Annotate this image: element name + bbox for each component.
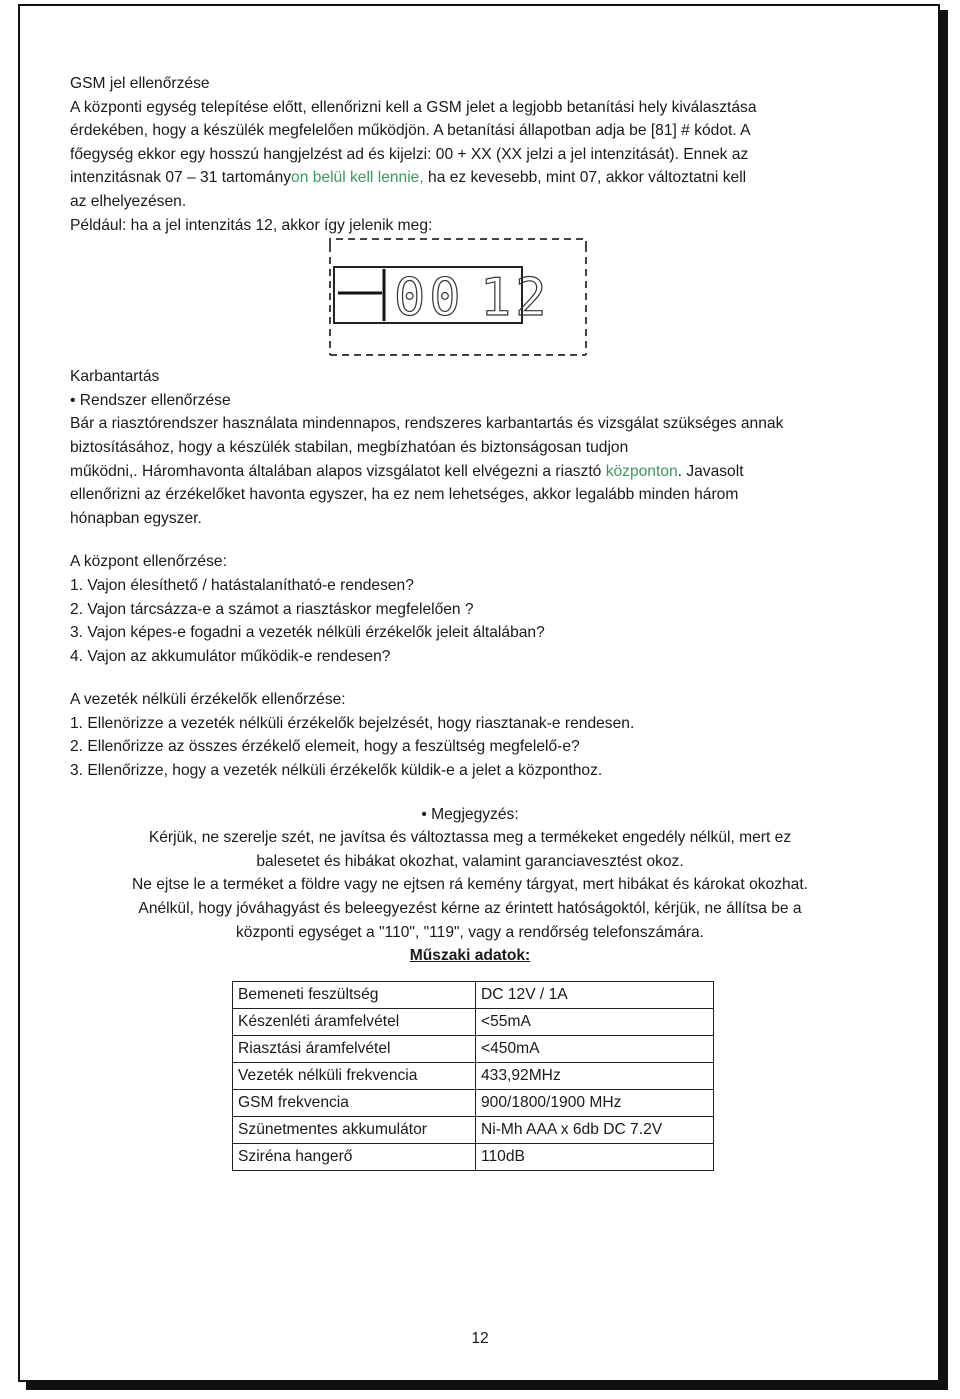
note-heading: • Megjegyzés:: [421, 805, 519, 823]
maintenance-text-highlight: központon: [605, 462, 678, 480]
table-row: [233, 1090, 714, 1117]
gsm-heading: GSM jel ellenőrzése: [70, 75, 210, 92]
gsm-text-line: főegység ekkor egy hosszú hangjelzést ad és kijelzi: 00 + XX (XX jelzi a jel intenzitását). Ennek az: [70, 145, 749, 163]
digits-right: 12: [480, 268, 551, 329]
spec-value: Ni-Mh AAA x 6db DC 7.2V: [476, 1117, 714, 1144]
table-row: [233, 1117, 714, 1144]
maintenance-text-line: hónapban egyszer.: [70, 509, 202, 527]
spec-value: 110dB: [476, 1144, 714, 1171]
note-line: Kérjük, ne szerelje szét, ne javítsa és változtassa meg a termékeket engedély nélkül, mert ez: [148, 829, 792, 847]
spec-label: GSM frekvencia: [233, 1090, 476, 1117]
spec-value: <450mA: [476, 1036, 714, 1063]
spec-label: Riasztási áramfelvétel: [233, 1036, 476, 1063]
central-check-item: 3. Vajon képes-e fogadni a vezeték nélküli érzékelők jeleit általában?: [70, 624, 545, 642]
central-check-item: 1. Vajon élesíthető / hatástalanítható-e rendesen?: [70, 576, 414, 594]
signal-display-figure: [70, 237, 870, 365]
note-line: balesetet és hibákat okozhat, valamint garanciavesztést okoz.: [256, 852, 684, 870]
spec-label: Készenléti áramfelvétel: [233, 1009, 476, 1036]
table-row: [233, 1009, 714, 1036]
maintenance-text-part: . Javasolt: [677, 462, 744, 480]
maintenance-heading: Karbantartás: [70, 368, 160, 386]
maintenance-text-line: [70, 460, 870, 484]
gsm-example-text: Például: ha a jel intenzitás 12, akkor így jelenik meg:: [70, 216, 433, 234]
frame-shadow-right: [940, 10, 948, 1390]
page-number: 12: [471, 1330, 489, 1347]
central-check-item: 2. Vajon tárcsázza-e a számot a riasztáskor megfelelően ?: [70, 600, 474, 618]
table-row: [233, 1036, 714, 1063]
wireless-check-item: 2. Ellenőrizze az összes érzékelő elemeit, hogy a feszültség megfelelő-e?: [70, 738, 580, 756]
note-line: Anélkül, hogy jóváhagyást és beleegyezést kérne az érintett hatóságoktól, kérjük, ne állítsa be a: [138, 900, 802, 918]
gsm-text-part: intenzitásnak 07 – 31 tartomány: [70, 169, 292, 187]
spacer: [70, 783, 870, 803]
gsm-text-line: [70, 166, 870, 190]
note-line: központi egységet a "110", "119", vagy a rendőrség telefonszámára.: [235, 923, 704, 941]
gsm-text-highlight: on belül kell lennie,: [291, 169, 424, 187]
page-content: [70, 72, 870, 968]
gsm-text-line: A központi egység telepítése előtt, ellenőrizni kell a GSM jelet a legjobb betanítási hely kiválasztása: [70, 98, 757, 116]
central-check-item: 4. Vajon az akkumulátor működik-e rendesen?: [70, 647, 391, 665]
spec-label: Vezeték nélküli frekvencia: [233, 1063, 476, 1090]
table-row: [233, 1063, 714, 1090]
spacer: [70, 668, 870, 688]
wireless-check-heading: A vezeték nélküli érzékelők ellenőrzése:: [70, 691, 346, 709]
table-row: [233, 982, 714, 1009]
spec-value: DC 12V / 1A: [476, 982, 714, 1009]
spec-value: <55mA: [476, 1009, 714, 1036]
gsm-text-line: érdekében, hogy a készülék megfelelően működjön. A betanítási állapotban adja be [81] # kódot. A: [70, 122, 751, 140]
frame-shadow-bottom: [26, 1382, 948, 1390]
central-check-heading: A központ ellenőrzése:: [70, 553, 227, 571]
maintenance-text-line: biztosításához, hogy a készülék stabilan, megbízhatóan és biztonságosan tudjon: [70, 438, 629, 456]
table-row: [233, 1144, 714, 1171]
gsm-text-part: ha ez kevesebb, mint 07, akkor változtatni kell: [423, 169, 747, 187]
spec-value: 900/1800/1900 MHz: [476, 1090, 714, 1117]
spec-label: Sziréna hangerő: [233, 1144, 476, 1171]
lcd-display: [328, 237, 590, 357]
specs-table: [232, 981, 714, 1171]
wireless-check-item: 3. Ellenőrizze, hogy a vezeték nélküli érzékelők küldik-e a jelet a központhoz.: [70, 762, 603, 780]
maintenance-text-line: Bár a riasztórendszer használata mindennapos, rendszeres karbantartás és vizsgálat szükséges annak: [70, 415, 784, 433]
spacer: [70, 530, 870, 550]
spec-value: 433,92MHz: [476, 1063, 714, 1090]
note-block: [70, 803, 870, 945]
gsm-text-line: az elhelyezésen.: [70, 192, 187, 210]
maintenance-text-part: működni,. Háromhavonta általában alapos vizsgálatot kell elvégezni a riasztó: [70, 462, 606, 480]
note-line: Ne ejtse le a terméket a földre vagy ne ejtsen rá kemény tárgyat, mert hibákat és károkat okozhat.: [131, 876, 809, 894]
maintenance-text-line: ellenőrizni az érzékelőket havonta egyszer, ha ez nem lehetséges, akkor legalább minden három: [70, 486, 739, 504]
spec-label: Bemeneti feszültség: [233, 982, 476, 1009]
digits-left: 00: [394, 268, 465, 329]
specs-title: Műszaki adatok:: [409, 947, 531, 965]
spec-label: Szünetmentes akkumulátor: [233, 1117, 476, 1144]
maintenance-bullet: • Rendszer ellenőrzése: [70, 391, 231, 409]
wireless-check-item: 1. Ellenörizze a vezeték nélküli érzékelők bejelzését, hogy riasztanak-e rendesen.: [70, 714, 635, 732]
